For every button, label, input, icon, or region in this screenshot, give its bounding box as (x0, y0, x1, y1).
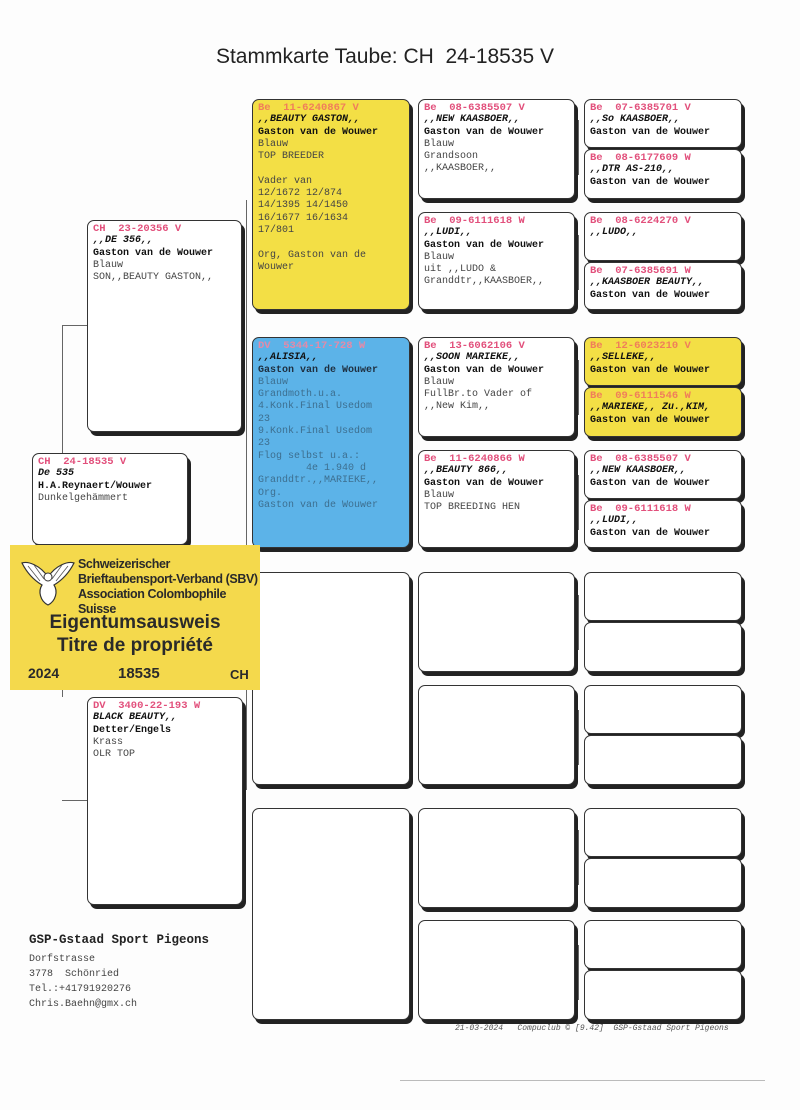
ring-number: Be 12-6023210 V (590, 340, 691, 352)
pigeon-card-ssdd[interactable] (584, 262, 742, 310)
breeder-name: Gaston van de Wouwer (590, 289, 711, 301)
ring-number: CH 23-20356 V (93, 223, 182, 235)
info-line: Wouwer (258, 261, 295, 273)
info-line (258, 237, 404, 249)
connector-line (578, 360, 579, 415)
info-line: Blauw (424, 489, 455, 501)
connector-line (246, 200, 247, 460)
ring-number: Be 09-6111618 W (424, 215, 525, 227)
pigeon-name: ,,NEW KAASBOER,, (424, 114, 521, 126)
info-line: 23 (258, 413, 271, 425)
info-line: 23 (258, 438, 271, 450)
pigeon-name: ,,BEAUTY GASTON,, (258, 114, 361, 126)
pigeon-name: ,,BEAUTY 866,, (424, 465, 509, 477)
org-line-3: Association Colombophile Suisse (78, 587, 227, 616)
breeder-name: Gaston van de Wouwer (258, 364, 379, 376)
info-line: 4e 1.940 d (258, 462, 367, 474)
connector-line (578, 830, 579, 885)
breeder-name: Gaston van de Wouwer (590, 126, 711, 138)
breeder-name: Gaston van de Wouwer (258, 126, 379, 138)
ring-number: Be 07-6385701 V (590, 102, 691, 114)
connector-line (578, 120, 579, 175)
breeder-name: Gaston van de Wouwer (590, 477, 711, 489)
empty-pigeon-card[interactable] (418, 808, 575, 908)
connector-line (62, 325, 63, 453)
pigeon-card-ssds[interactable] (584, 212, 742, 261)
sticker-number: 18535 (118, 665, 160, 682)
ring-number: Be 13-6062106 V (424, 340, 525, 352)
empty-pigeon-card[interactable] (418, 572, 575, 672)
breeder-name: Gaston van de Wouwer (590, 527, 711, 539)
empty-pigeon-card[interactable] (584, 572, 742, 621)
info-line: Vader van (258, 175, 313, 187)
info-line: 9.Konk.Final Usedom (258, 426, 373, 438)
pigeon-card-sds[interactable] (418, 337, 575, 437)
org-line-2: Brieftaubensport-Verband (SBV) (78, 572, 258, 586)
ring-number: CH 24-18535 V (38, 456, 127, 468)
ring-number: Be 08-6224270 V (590, 215, 691, 227)
owner-name: GSP-Gstaad Sport Pigeons (29, 933, 210, 947)
ring-number: Be 11-6240867 V (258, 102, 359, 114)
info-line: Blauw (258, 138, 289, 150)
pigeon-name: ,,LUDO,, (590, 227, 639, 239)
breeder-name: H.A.Reynaert/Wouwer (38, 480, 153, 492)
empty-pigeon-card[interactable] (418, 920, 575, 1020)
owner-city: 3778 Schönried (29, 969, 120, 980)
pigeon-card-sss[interactable] (418, 99, 575, 199)
pigeon-card-dam[interactable] (87, 697, 243, 905)
info-line: Granddtr.,,MARIEKE,, (258, 475, 379, 487)
breeder-name: Gaston van de Wouwer (424, 364, 545, 376)
info-line: Grandmoth.u.a. (258, 389, 343, 401)
connector-line (62, 800, 87, 801)
info-line: uit ,,LUDO & (424, 264, 497, 276)
info-line: ,,New Kim,, (424, 401, 491, 413)
empty-pigeon-card[interactable] (584, 685, 742, 734)
info-line: ,,KAASBOER,, (424, 163, 497, 175)
empty-pigeon-card[interactable] (584, 858, 742, 908)
sticker-organisation (78, 557, 260, 617)
pigeon-card-sddd[interactable] (584, 500, 742, 548)
pigeon-card-ssd[interactable] (418, 212, 575, 310)
info-line: Flog selbst u.a.: (258, 450, 361, 462)
info-line: 4.Konk.Final Usedom (258, 401, 373, 413)
pigeon-card-sdss[interactable] (584, 337, 742, 386)
owner-street: Dorfstrasse (29, 954, 96, 965)
connector-line (578, 475, 579, 530)
info-line: Granddtr,,KAASBOER,, (424, 276, 545, 288)
pigeon-name: ,,LUDI,, (424, 227, 473, 239)
pigeon-name: ,,ALISIA,, (258, 352, 319, 364)
info-line: SON,,BEAUTY GASTON,, (93, 272, 214, 284)
ring-number: Be 08-6177609 W (590, 152, 691, 164)
empty-pigeon-card[interactable] (418, 685, 575, 785)
info-line: Blauw (258, 376, 289, 388)
ring-number: Be 08-6385507 V (424, 102, 525, 114)
info-line: TOP BREEDING HEN (424, 502, 521, 514)
pigeon-name: ,,LUDI,, (590, 515, 639, 527)
connector-line (578, 710, 579, 765)
connector-line (62, 325, 87, 326)
info-line: Dunkelgehämmert (38, 492, 129, 504)
pigeon-card-sd[interactable] (252, 337, 410, 548)
ring-number: Be 07-6385691 W (590, 265, 691, 277)
connector-line (412, 385, 413, 505)
info-line: FullBr.to Vader of (424, 389, 533, 401)
info-line: Org, Gaston van de (258, 249, 367, 261)
sticker-country: CH (230, 667, 249, 682)
ring-number: DV 5344-17-728 W (258, 340, 366, 352)
pigeon-name: ,,KAASBOER BEAUTY,, (590, 277, 705, 289)
ring-number: Be 11-6240866 W (424, 453, 525, 465)
pigeon-card-sdsd[interactable] (584, 387, 742, 437)
info-line: Blauw (424, 251, 455, 263)
pigeon-card-sire[interactable] (87, 220, 242, 432)
ring-number: Be 08-6385507 V (590, 453, 691, 465)
ring-number: DV 3400-22-193 W (93, 700, 201, 712)
pigeon-card-ssss[interactable] (584, 99, 742, 148)
connector-line (412, 855, 413, 975)
info-line: Org. (258, 487, 283, 499)
breeder-name: Gaston van de Wouwer (590, 364, 711, 376)
connector-line (412, 620, 413, 740)
empty-pigeon-card[interactable] (584, 622, 742, 672)
print-footer: 21-03-2024 Compuclub © [9.42] GSP-Gstaad Sport Pigeons (455, 1024, 729, 1033)
connector-line (578, 595, 579, 650)
pigeon-name: De 535 (38, 468, 75, 480)
dove-logo-icon (20, 557, 76, 609)
info-line: 12/1672 12/874 (258, 188, 343, 200)
pigeon-name: ,,SELLEKE,, (590, 352, 657, 364)
connector-line (578, 235, 579, 290)
info-line: 17/801 (258, 224, 295, 236)
info-line: OLR TOP (93, 749, 136, 761)
pigeon-name: BLACK BEAUTY,, (93, 712, 178, 724)
ring-number: Be 09-6111546 W (590, 390, 691, 402)
connector-line (578, 945, 579, 1000)
empty-pigeon-card[interactable] (584, 920, 742, 969)
info-line: Krass (93, 736, 124, 748)
ring-number: Be 09-6111618 W (590, 503, 691, 515)
info-line: Blauw (424, 376, 455, 388)
pigeon-name: ,,DE 356,, (93, 235, 154, 247)
breeder-name: Detter/Engels (93, 724, 172, 736)
info-line: TOP BREEDER (258, 151, 325, 163)
pigeon-name: ,,DTR AS-210,, (590, 164, 675, 176)
empty-pigeon-card[interactable] (252, 808, 410, 1020)
breeder-name: Gaston van de Wouwer (590, 414, 711, 426)
info-line: 16/1677 16/1634 (258, 212, 349, 224)
ownership-sticker (10, 545, 260, 690)
empty-pigeon-card[interactable] (584, 808, 742, 857)
page-title: Stammkarte Taube: CH 24-18535 V (215, 45, 555, 68)
pigeon-card-sssd[interactable] (584, 149, 742, 199)
pigeon-card-ss[interactable] (252, 99, 410, 310)
sticker-title-de: Eigentumsausweis (49, 612, 221, 633)
pigeon-name: ,,NEW KAASBOER,, (590, 465, 687, 477)
breeder-name: Gaston van de Wouwer (424, 477, 545, 489)
info-line (258, 163, 404, 175)
pigeon-name: ,,So KAASBOER,, (590, 114, 681, 126)
breeder-name: Gaston van de Wouwer (424, 239, 545, 251)
info-line: Grandsoon (424, 151, 479, 163)
sticker-title-fr: Titre de propriété (57, 635, 213, 656)
breeder-name: Gaston van de Wouwer (590, 176, 711, 188)
empty-pigeon-card[interactable] (584, 970, 742, 1020)
owner-email: Chris.Baehn@gmx.ch (29, 999, 138, 1010)
connector-line (412, 150, 413, 270)
pigeon-card-sdds[interactable] (584, 450, 742, 499)
pigeon-name: ,,SOON MARIEKE,, (424, 352, 521, 364)
sticker-year: 2024 (28, 665, 60, 681)
info-line: 14/1395 14/1450 (258, 200, 349, 212)
pigeon-name: ,,MARIEKE,, Zu.,KIM, (590, 402, 711, 414)
org-line-1: Schweizerischer (78, 557, 170, 571)
owner-address (29, 933, 209, 1012)
breeder-name: Gaston van de Wouwer (424, 126, 545, 138)
pigeon-card-sdd[interactable] (418, 450, 575, 548)
info-line: Blauw (93, 259, 124, 271)
info-line: Gaston van de Wouwer (258, 499, 379, 511)
pigeon-card-subject[interactable] (32, 453, 188, 545)
empty-pigeon-card[interactable] (252, 572, 410, 785)
owner-phone: Tel.:+41791920276 (29, 984, 132, 995)
info-line: Blauw (424, 138, 455, 150)
divider (400, 1080, 765, 1081)
empty-pigeon-card[interactable] (584, 735, 742, 785)
breeder-name: Gaston van de Wouwer (93, 247, 214, 259)
